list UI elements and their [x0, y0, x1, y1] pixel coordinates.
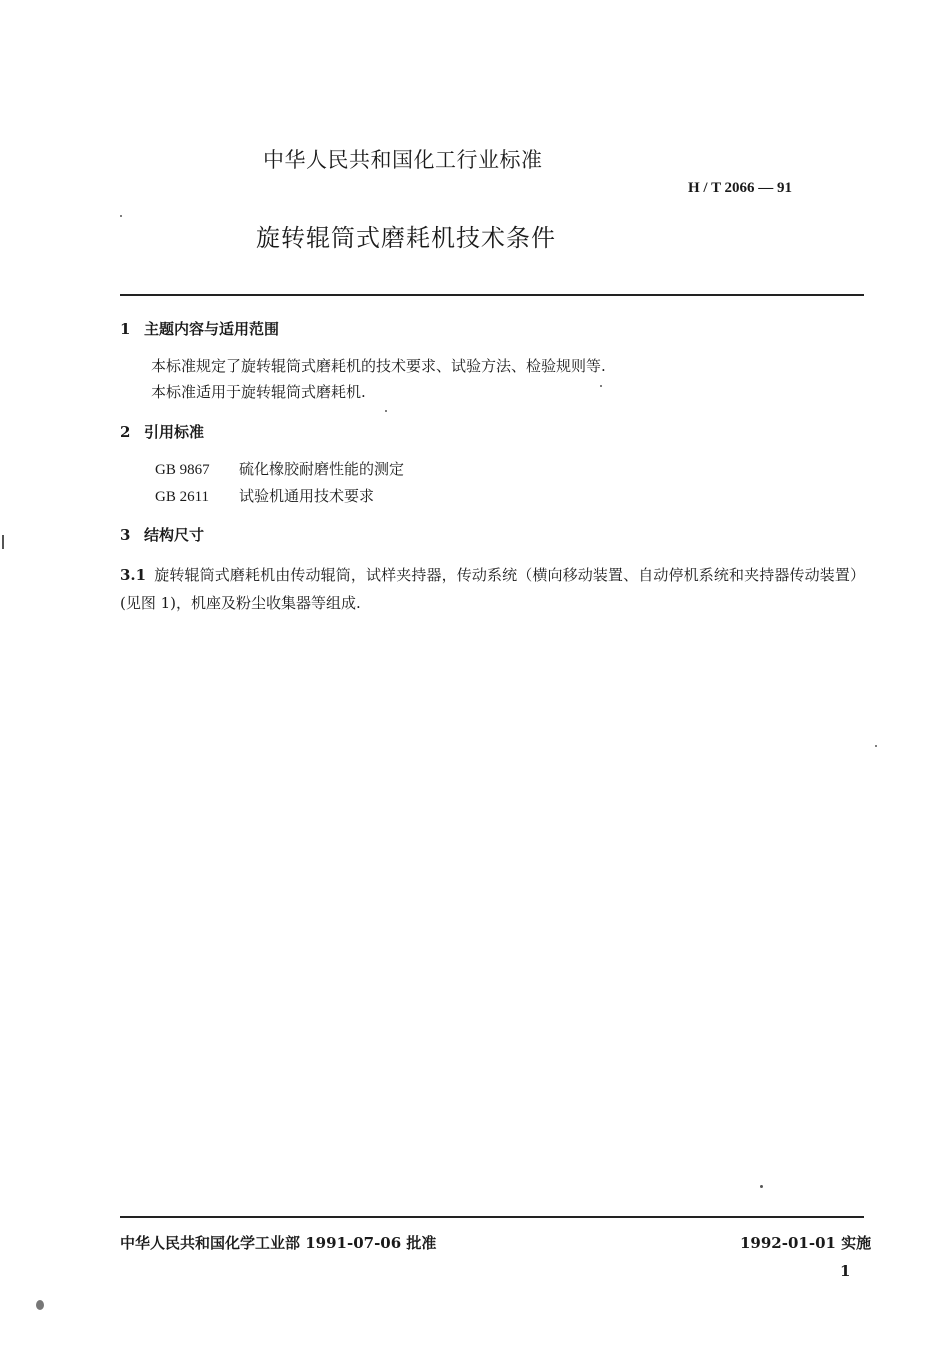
header-divider	[120, 294, 864, 296]
scan-speck	[120, 215, 122, 217]
section-2-heading	[120, 421, 204, 442]
page-number: 1	[840, 1262, 851, 1280]
section-2-number: 2	[120, 423, 131, 441]
scan-speck	[600, 385, 602, 387]
section-1-line-2: 本标准适用于旋转辊筒式磨耗机.	[151, 383, 366, 401]
standard-category: 中华人民共和国化工行业标准	[263, 148, 543, 172]
clause-3-1-number: 3.1	[120, 566, 147, 584]
reference-name: 硫化橡胶耐磨性能的测定	[239, 460, 405, 478]
scan-speck	[875, 745, 877, 747]
scan-speck	[36, 1300, 44, 1310]
standard-code: H / T 2066 — 91	[688, 180, 793, 196]
clause-3-1-text: 旋转辊筒式磨耗机由传动辊筒，试样夹持器，传动系统（横向移动装置、自动停机系统和夹持器传动装置）(见图 1)，机座及粉尘收集器等组成.	[120, 566, 865, 612]
section-3-number: 3	[120, 526, 131, 544]
section-1-heading	[120, 318, 279, 339]
footer-divider	[120, 1216, 864, 1218]
section-1-number: 1	[120, 320, 131, 338]
clause-3-1	[120, 561, 865, 617]
section-3-heading	[120, 524, 204, 545]
reference-name: 试验机通用技术要求	[239, 487, 375, 505]
reference-item	[155, 458, 404, 479]
section-1-line-1: 本标准规定了旋转辊筒式磨耗机的技术要求、试验方法、检验规则等.	[151, 357, 606, 375]
reference-item	[155, 485, 374, 506]
document-title: 旋转辊筒式磨耗机技术条件	[256, 224, 556, 252]
scan-speck	[760, 1185, 763, 1188]
reference-code: GB 2611	[155, 489, 210, 505]
scan-speck	[385, 410, 387, 412]
section-3-title: 结构尺寸	[144, 526, 205, 544]
effective-date: 1992-01-01 实施	[740, 1234, 872, 1252]
reference-code: GB 9867	[155, 462, 210, 478]
approval-line: 中华人民共和国化学工业部 1991-07-06 批准	[120, 1234, 437, 1252]
section-1-title: 主题内容与适用范围	[144, 320, 280, 338]
section-2-title: 引用标准	[144, 423, 205, 441]
scan-speck	[2, 535, 4, 549]
